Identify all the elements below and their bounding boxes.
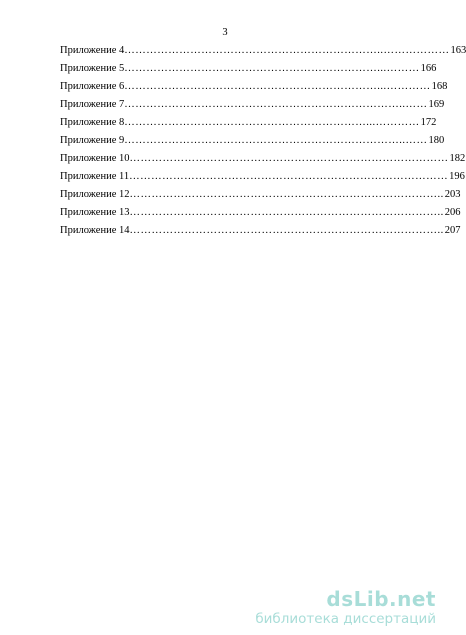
toc-entry [60, 168, 465, 186]
toc-entry-label: Приложение 12 [60, 189, 130, 200]
toc-entry-page: 169 [428, 99, 445, 110]
toc-leader-dots: …………………………………………………………………………… [129, 171, 449, 182]
toc-entry-label: Приложение 7 [60, 99, 125, 110]
toc-entry [60, 78, 448, 96]
toc-entry-page: 196 [449, 171, 465, 182]
watermark-logo: dsLib.net [326, 587, 436, 611]
toc-leader-dots: ………………………………………………………………………….. [129, 225, 444, 236]
toc-entry-label: Приложение 11 [60, 171, 130, 182]
toc-leader-dots: ……………………………………………………………...………… [124, 81, 431, 92]
watermark-tagline: библиотека диссертаций [255, 611, 436, 627]
toc-entry [60, 114, 437, 132]
toc-entry-label: Приложение 5 [60, 63, 125, 74]
toc-leader-dots: ……………………………………………………………...……… [124, 63, 420, 74]
toc-entry-label: Приложение 9 [60, 135, 125, 146]
toc-entry-page: 180 [428, 135, 445, 146]
toc-entry-page: 166 [420, 63, 437, 74]
toc-leader-dots: …………………………………………………………………..…… [124, 135, 428, 146]
toc-entry-page: 207 [444, 225, 461, 236]
toc-entry [60, 150, 466, 168]
toc-entry-label: Приложение 4 [60, 45, 125, 56]
toc-entry-page: 203 [444, 189, 461, 200]
toc-leader-dots: …………………………………………………………...………… [124, 117, 420, 128]
toc-entry-label: Приложение 13 [60, 207, 130, 218]
toc-leader-dots: …………………………………………………………………..…… [124, 99, 428, 110]
toc-entry [60, 60, 437, 78]
toc-entry-label: Приложение 14 [60, 225, 130, 236]
table-of-contents [60, 42, 466, 240]
toc-entry-page: 182 [449, 153, 466, 164]
toc-entry-label: Приложение 10 [60, 153, 130, 164]
toc-leader-dots: ………………………………………………………………………….. [129, 189, 444, 200]
toc-entry-label: Приложение 8 [60, 117, 125, 128]
toc-entry-page: 163 [450, 45, 466, 56]
toc-entry [60, 132, 445, 150]
toc-leader-dots: …………………………………………………………………………… [129, 153, 449, 164]
toc-entry [60, 96, 445, 114]
toc-entry-page: 206 [444, 207, 461, 218]
toc-entry-page: 168 [431, 81, 448, 92]
toc-leader-dots: ………………………………………………………………………….. [129, 207, 444, 218]
toc-entry [60, 204, 461, 222]
toc-entry [60, 222, 461, 240]
toc-entry [60, 186, 461, 204]
page-number: 3 [222, 27, 228, 38]
toc-entry-page: 172 [420, 117, 437, 128]
watermark [236, 588, 436, 627]
toc-entry-label: Приложение 6 [60, 81, 125, 92]
toc-entry [60, 42, 466, 60]
toc-leader-dots: ……………………………………………………………..……………… [124, 45, 450, 56]
